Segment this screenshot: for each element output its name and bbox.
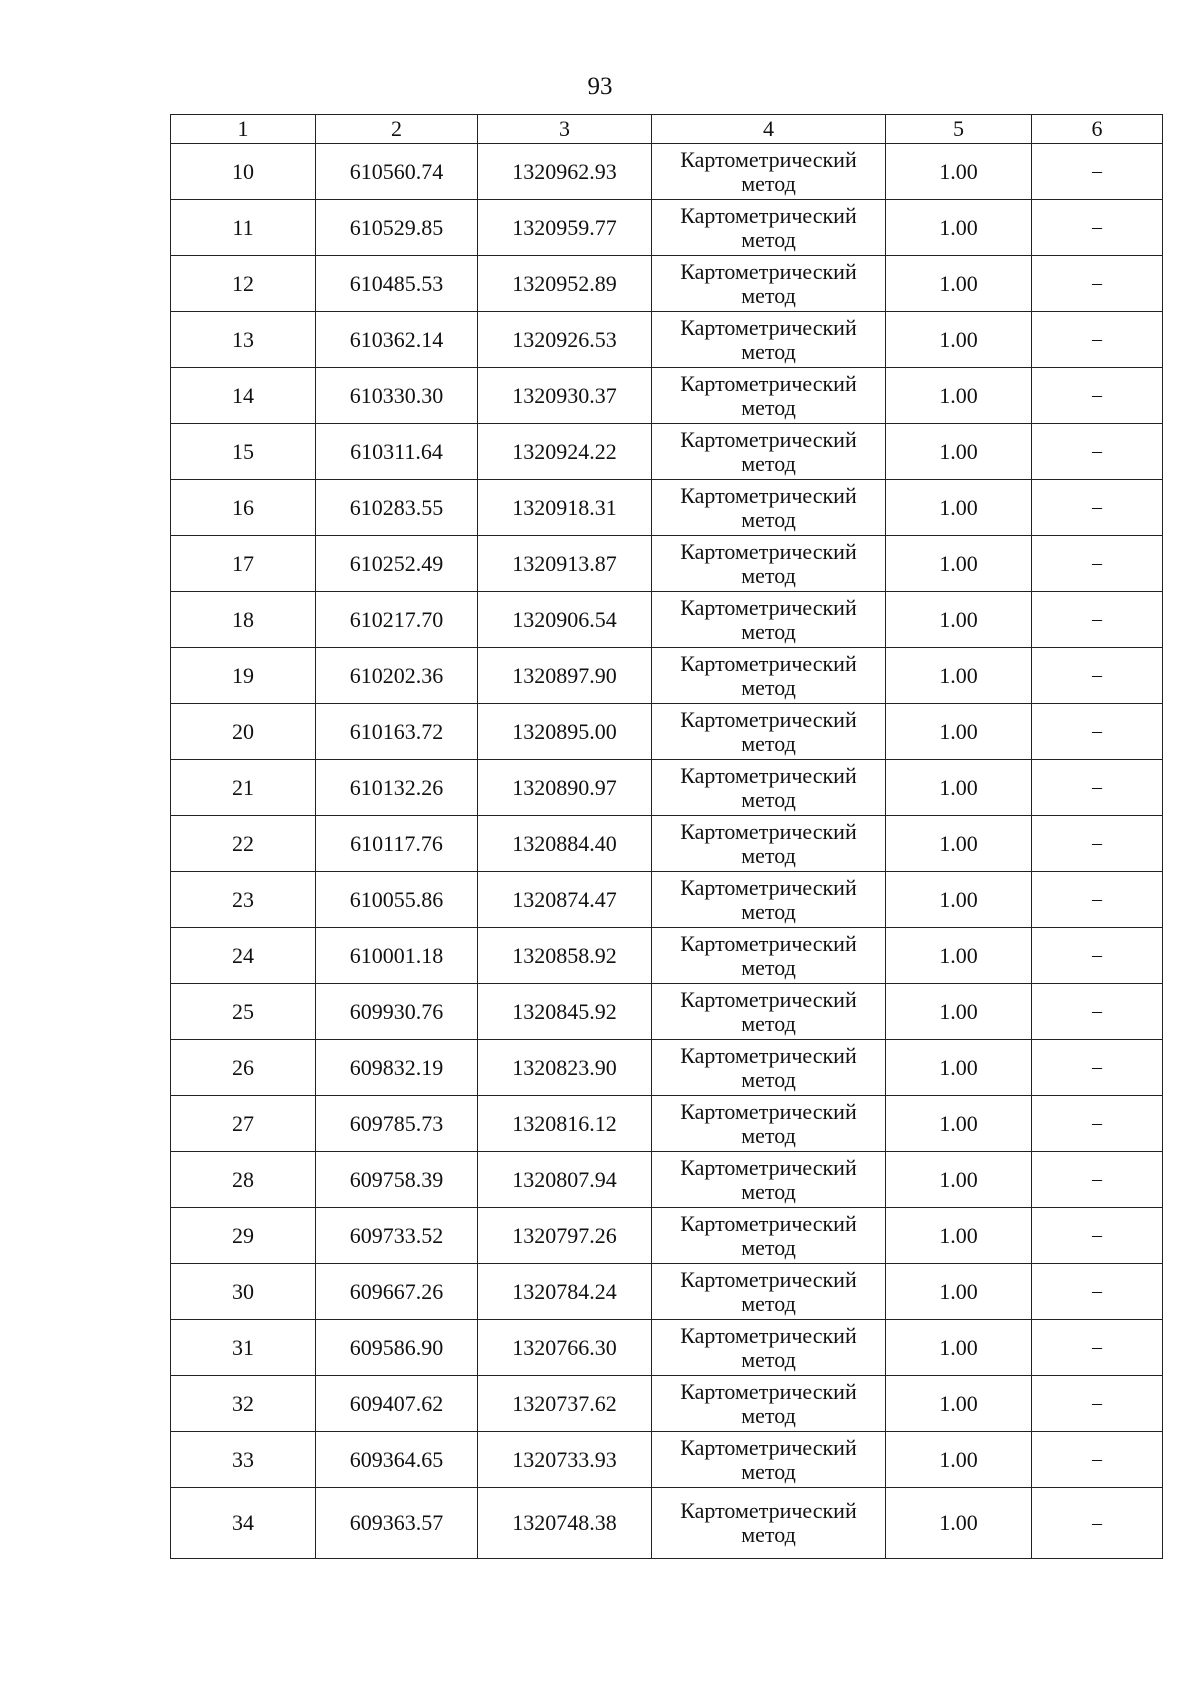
method-text-line2: метод bbox=[741, 506, 796, 532]
y-coordinate-cell: 1320962.93 bbox=[478, 144, 652, 200]
x-coordinate-cell: 610055.86 bbox=[316, 872, 478, 928]
y-coordinate-cell: 1320924.22 bbox=[478, 424, 652, 480]
method-cell bbox=[652, 1208, 886, 1264]
method-cell bbox=[652, 648, 886, 704]
table-row bbox=[171, 424, 1163, 480]
y-coordinate-cell: 1320897.90 bbox=[478, 648, 652, 704]
column-header-5: 5 bbox=[886, 115, 1032, 144]
note-cell: – bbox=[1032, 760, 1163, 816]
table-row bbox=[171, 648, 1163, 704]
x-coordinate-cell: 609733.52 bbox=[316, 1208, 478, 1264]
accuracy-cell: 1.00 bbox=[886, 1376, 1032, 1432]
table-row bbox=[171, 1376, 1163, 1432]
accuracy-cell: 1.00 bbox=[886, 1208, 1032, 1264]
y-coordinate-cell: 1320816.12 bbox=[478, 1096, 652, 1152]
method-text-line1: Картометрический bbox=[680, 1098, 857, 1124]
method-cell bbox=[652, 536, 886, 592]
note-cell: – bbox=[1032, 1264, 1163, 1320]
column-header-4: 4 bbox=[652, 115, 886, 144]
method-text-line1: Картометрический bbox=[680, 426, 857, 452]
point-number-cell: 32 bbox=[171, 1376, 316, 1432]
y-coordinate-cell: 1320895.00 bbox=[478, 704, 652, 760]
table-row bbox=[171, 704, 1163, 760]
x-coordinate-cell: 609667.26 bbox=[316, 1264, 478, 1320]
note-cell: – bbox=[1032, 704, 1163, 760]
method-text-line1: Картометрический bbox=[680, 818, 857, 844]
x-coordinate-cell: 609407.62 bbox=[316, 1376, 478, 1432]
point-number-cell: 34 bbox=[171, 1488, 316, 1559]
point-number-cell: 16 bbox=[171, 480, 316, 536]
accuracy-cell: 1.00 bbox=[886, 760, 1032, 816]
note-cell: – bbox=[1032, 256, 1163, 312]
y-coordinate-cell: 1320874.47 bbox=[478, 872, 652, 928]
accuracy-cell: 1.00 bbox=[886, 1488, 1032, 1559]
table-row bbox=[171, 312, 1163, 368]
method-cell bbox=[652, 1376, 886, 1432]
table-row bbox=[171, 760, 1163, 816]
method-text-line1: Картометрический bbox=[680, 202, 857, 228]
method-text-line2: метод bbox=[741, 730, 796, 756]
note-cell: – bbox=[1032, 1096, 1163, 1152]
note-cell: – bbox=[1032, 984, 1163, 1040]
method-cell bbox=[652, 368, 886, 424]
table-row bbox=[171, 1208, 1163, 1264]
note-cell: – bbox=[1032, 1208, 1163, 1264]
y-coordinate-cell: 1320797.26 bbox=[478, 1208, 652, 1264]
note-cell: – bbox=[1032, 928, 1163, 984]
note-cell: – bbox=[1032, 424, 1163, 480]
column-header-6: 6 bbox=[1032, 115, 1163, 144]
x-coordinate-cell: 609586.90 bbox=[316, 1320, 478, 1376]
note-cell: – bbox=[1032, 1152, 1163, 1208]
method-text-line1: Картометрический bbox=[680, 482, 857, 508]
y-coordinate-cell: 1320784.24 bbox=[478, 1264, 652, 1320]
point-number-cell: 20 bbox=[171, 704, 316, 760]
table-row bbox=[171, 200, 1163, 256]
x-coordinate-cell: 610362.14 bbox=[316, 312, 478, 368]
point-number-cell: 17 bbox=[171, 536, 316, 592]
x-coordinate-cell: 610117.76 bbox=[316, 816, 478, 872]
method-text-line2: метод bbox=[741, 450, 796, 476]
accuracy-cell: 1.00 bbox=[886, 1096, 1032, 1152]
method-text-line2: метод bbox=[741, 786, 796, 812]
point-number-cell: 19 bbox=[171, 648, 316, 704]
x-coordinate-cell: 609785.73 bbox=[316, 1096, 478, 1152]
accuracy-cell: 1.00 bbox=[886, 592, 1032, 648]
method-cell bbox=[652, 1040, 886, 1096]
accuracy-cell: 1.00 bbox=[886, 480, 1032, 536]
table-row bbox=[171, 1432, 1163, 1488]
note-cell: – bbox=[1032, 648, 1163, 704]
column-header-3: 3 bbox=[478, 115, 652, 144]
accuracy-cell: 1.00 bbox=[886, 256, 1032, 312]
method-text-line1: Картометрический bbox=[680, 762, 857, 788]
point-number-cell: 15 bbox=[171, 424, 316, 480]
page-number: 93 bbox=[587, 73, 613, 100]
x-coordinate-cell: 609364.65 bbox=[316, 1432, 478, 1488]
accuracy-cell: 1.00 bbox=[886, 928, 1032, 984]
method-text-line2: метод bbox=[741, 226, 796, 252]
point-number-cell: 27 bbox=[171, 1096, 316, 1152]
method-text-line2: метод bbox=[741, 338, 796, 364]
point-number-cell: 26 bbox=[171, 1040, 316, 1096]
method-text-line2: метод bbox=[741, 394, 796, 420]
method-text-line2: метод bbox=[741, 1178, 796, 1204]
table-row bbox=[171, 592, 1163, 648]
y-coordinate-cell: 1320737.62 bbox=[478, 1376, 652, 1432]
method-text-line1: Картометрический bbox=[680, 706, 857, 732]
y-coordinate-cell: 1320884.40 bbox=[478, 816, 652, 872]
y-coordinate-cell: 1320733.93 bbox=[478, 1432, 652, 1488]
table-row bbox=[171, 1488, 1163, 1559]
accuracy-cell: 1.00 bbox=[886, 200, 1032, 256]
table-row bbox=[171, 816, 1163, 872]
x-coordinate-cell: 610252.49 bbox=[316, 536, 478, 592]
method-text-line1: Картометрический bbox=[680, 1434, 857, 1460]
method-cell bbox=[652, 592, 886, 648]
note-cell: – bbox=[1032, 312, 1163, 368]
y-coordinate-cell: 1320918.31 bbox=[478, 480, 652, 536]
note-cell: – bbox=[1032, 368, 1163, 424]
table-row bbox=[171, 928, 1163, 984]
note-cell: – bbox=[1032, 144, 1163, 200]
method-text-line2: метод bbox=[741, 1346, 796, 1372]
y-coordinate-cell: 1320890.97 bbox=[478, 760, 652, 816]
y-coordinate-cell: 1320748.38 bbox=[478, 1488, 652, 1559]
method-text-line2: метод bbox=[741, 1290, 796, 1316]
method-text-line1: Картометрический bbox=[680, 1378, 857, 1404]
method-cell bbox=[652, 200, 886, 256]
method-text-line2: метод bbox=[741, 1458, 796, 1484]
method-text-line1: Картометрический bbox=[680, 538, 857, 564]
y-coordinate-cell: 1320807.94 bbox=[478, 1152, 652, 1208]
method-text-line1: Картометрический bbox=[680, 1210, 857, 1236]
point-number-cell: 18 bbox=[171, 592, 316, 648]
y-coordinate-cell: 1320823.90 bbox=[478, 1040, 652, 1096]
method-cell bbox=[652, 144, 886, 200]
y-coordinate-cell: 1320959.77 bbox=[478, 200, 652, 256]
x-coordinate-cell: 610560.74 bbox=[316, 144, 478, 200]
y-coordinate-cell: 1320906.54 bbox=[478, 592, 652, 648]
point-number-cell: 13 bbox=[171, 312, 316, 368]
method-text-line1: Картометрический bbox=[680, 1498, 857, 1523]
x-coordinate-cell: 610202.36 bbox=[316, 648, 478, 704]
method-cell bbox=[652, 312, 886, 368]
x-coordinate-cell: 610001.18 bbox=[316, 928, 478, 984]
method-text-line2: метод bbox=[741, 282, 796, 308]
method-text-line2: метод bbox=[741, 562, 796, 588]
y-coordinate-cell: 1320930.37 bbox=[478, 368, 652, 424]
method-cell bbox=[652, 704, 886, 760]
accuracy-cell: 1.00 bbox=[886, 1320, 1032, 1376]
method-text-line2: метод bbox=[741, 1402, 796, 1428]
method-cell bbox=[652, 1152, 886, 1208]
x-coordinate-cell: 609758.39 bbox=[316, 1152, 478, 1208]
y-coordinate-cell: 1320766.30 bbox=[478, 1320, 652, 1376]
note-cell: – bbox=[1032, 536, 1163, 592]
method-cell bbox=[652, 1320, 886, 1376]
accuracy-cell: 1.00 bbox=[886, 1264, 1032, 1320]
point-number-cell: 22 bbox=[171, 816, 316, 872]
method-text-line1: Картометрический bbox=[680, 594, 857, 620]
table-row bbox=[171, 536, 1163, 592]
table-row bbox=[171, 1264, 1163, 1320]
point-number-cell: 25 bbox=[171, 984, 316, 1040]
method-cell bbox=[652, 1432, 886, 1488]
note-cell: – bbox=[1032, 200, 1163, 256]
note-cell: – bbox=[1032, 1376, 1163, 1432]
point-number-cell: 12 bbox=[171, 256, 316, 312]
method-cell bbox=[652, 1264, 886, 1320]
x-coordinate-cell: 610529.85 bbox=[316, 200, 478, 256]
note-cell: – bbox=[1032, 1320, 1163, 1376]
method-text-line2: метод bbox=[741, 1522, 796, 1547]
point-number-cell: 10 bbox=[171, 144, 316, 200]
method-cell bbox=[652, 256, 886, 312]
point-number-cell: 21 bbox=[171, 760, 316, 816]
x-coordinate-cell: 610283.55 bbox=[316, 480, 478, 536]
method-text-line1: Картометрический bbox=[680, 146, 857, 172]
table-row bbox=[171, 1096, 1163, 1152]
note-cell: – bbox=[1032, 872, 1163, 928]
method-text-line2: метод bbox=[741, 1010, 796, 1036]
y-coordinate-cell: 1320845.92 bbox=[478, 984, 652, 1040]
y-coordinate-cell: 1320952.89 bbox=[478, 256, 652, 312]
accuracy-cell: 1.00 bbox=[886, 368, 1032, 424]
table-row bbox=[171, 872, 1163, 928]
table-body bbox=[171, 144, 1163, 1559]
point-number-cell: 28 bbox=[171, 1152, 316, 1208]
x-coordinate-cell: 610163.72 bbox=[316, 704, 478, 760]
x-coordinate-cell: 610132.26 bbox=[316, 760, 478, 816]
method-text-line1: Картометрический bbox=[680, 1154, 857, 1180]
method-text-line2: метод bbox=[741, 1234, 796, 1260]
accuracy-cell: 1.00 bbox=[886, 984, 1032, 1040]
table-row bbox=[171, 984, 1163, 1040]
method-cell bbox=[652, 1096, 886, 1152]
table-row bbox=[171, 480, 1163, 536]
x-coordinate-cell: 610311.64 bbox=[316, 424, 478, 480]
method-text-line2: метод bbox=[741, 842, 796, 868]
note-cell: – bbox=[1032, 480, 1163, 536]
method-text-line1: Картометрический bbox=[680, 258, 857, 284]
method-cell bbox=[652, 928, 886, 984]
method-cell bbox=[652, 872, 886, 928]
method-text-line2: метод bbox=[741, 674, 796, 700]
accuracy-cell: 1.00 bbox=[886, 1432, 1032, 1488]
y-coordinate-cell: 1320858.92 bbox=[478, 928, 652, 984]
method-text-line2: метод bbox=[741, 1122, 796, 1148]
note-cell: – bbox=[1032, 592, 1163, 648]
note-cell: – bbox=[1032, 816, 1163, 872]
point-number-cell: 31 bbox=[171, 1320, 316, 1376]
accuracy-cell: 1.00 bbox=[886, 648, 1032, 704]
method-text-line1: Картометрический bbox=[680, 1042, 857, 1068]
accuracy-cell: 1.00 bbox=[886, 424, 1032, 480]
method-text-line1: Картометрический bbox=[680, 650, 857, 676]
note-cell: – bbox=[1032, 1040, 1163, 1096]
accuracy-cell: 1.00 bbox=[886, 816, 1032, 872]
accuracy-cell: 1.00 bbox=[886, 1040, 1032, 1096]
table-row bbox=[171, 1320, 1163, 1376]
accuracy-cell: 1.00 bbox=[886, 1152, 1032, 1208]
accuracy-cell: 1.00 bbox=[886, 312, 1032, 368]
table-row bbox=[171, 144, 1163, 200]
method-text-line1: Картометрический bbox=[680, 1266, 857, 1292]
method-cell bbox=[652, 1488, 886, 1559]
method-cell bbox=[652, 480, 886, 536]
method-text-line1: Картометрический bbox=[680, 874, 857, 900]
x-coordinate-cell: 609363.57 bbox=[316, 1488, 478, 1559]
point-number-cell: 14 bbox=[171, 368, 316, 424]
point-number-cell: 23 bbox=[171, 872, 316, 928]
y-coordinate-cell: 1320926.53 bbox=[478, 312, 652, 368]
method-text-line1: Картометрический bbox=[680, 1322, 857, 1348]
method-cell bbox=[652, 424, 886, 480]
accuracy-cell: 1.00 bbox=[886, 872, 1032, 928]
method-text-line2: метод bbox=[741, 170, 796, 196]
column-header-2: 2 bbox=[316, 115, 478, 144]
column-header-1: 1 bbox=[171, 115, 316, 144]
point-number-cell: 30 bbox=[171, 1264, 316, 1320]
y-coordinate-cell: 1320913.87 bbox=[478, 536, 652, 592]
method-text-line2: метод bbox=[741, 1066, 796, 1092]
accuracy-cell: 1.00 bbox=[886, 144, 1032, 200]
header-row bbox=[171, 115, 1163, 144]
accuracy-cell: 1.00 bbox=[886, 704, 1032, 760]
table-row bbox=[171, 1152, 1163, 1208]
method-text-line1: Картометрический bbox=[680, 930, 857, 956]
coordinates-table bbox=[170, 114, 1163, 1559]
method-text-line2: метод bbox=[741, 618, 796, 644]
note-cell: – bbox=[1032, 1432, 1163, 1488]
x-coordinate-cell: 609930.76 bbox=[316, 984, 478, 1040]
point-number-cell: 11 bbox=[171, 200, 316, 256]
method-text-line2: метод bbox=[741, 898, 796, 924]
point-number-cell: 24 bbox=[171, 928, 316, 984]
note-cell: – bbox=[1032, 1488, 1163, 1559]
x-coordinate-cell: 610217.70 bbox=[316, 592, 478, 648]
method-cell bbox=[652, 760, 886, 816]
method-text-line1: Картометрический bbox=[680, 986, 857, 1012]
x-coordinate-cell: 610330.30 bbox=[316, 368, 478, 424]
method-text-line2: метод bbox=[741, 954, 796, 980]
x-coordinate-cell: 610485.53 bbox=[316, 256, 478, 312]
method-text-line1: Картометрический bbox=[680, 370, 857, 396]
table-row bbox=[171, 256, 1163, 312]
table-row bbox=[171, 1040, 1163, 1096]
method-text-line1: Картометрический bbox=[680, 314, 857, 340]
accuracy-cell: 1.00 bbox=[886, 536, 1032, 592]
method-cell bbox=[652, 984, 886, 1040]
method-cell bbox=[652, 816, 886, 872]
point-number-cell: 29 bbox=[171, 1208, 316, 1264]
table-row bbox=[171, 368, 1163, 424]
point-number-cell: 33 bbox=[171, 1432, 316, 1488]
x-coordinate-cell: 609832.19 bbox=[316, 1040, 478, 1096]
